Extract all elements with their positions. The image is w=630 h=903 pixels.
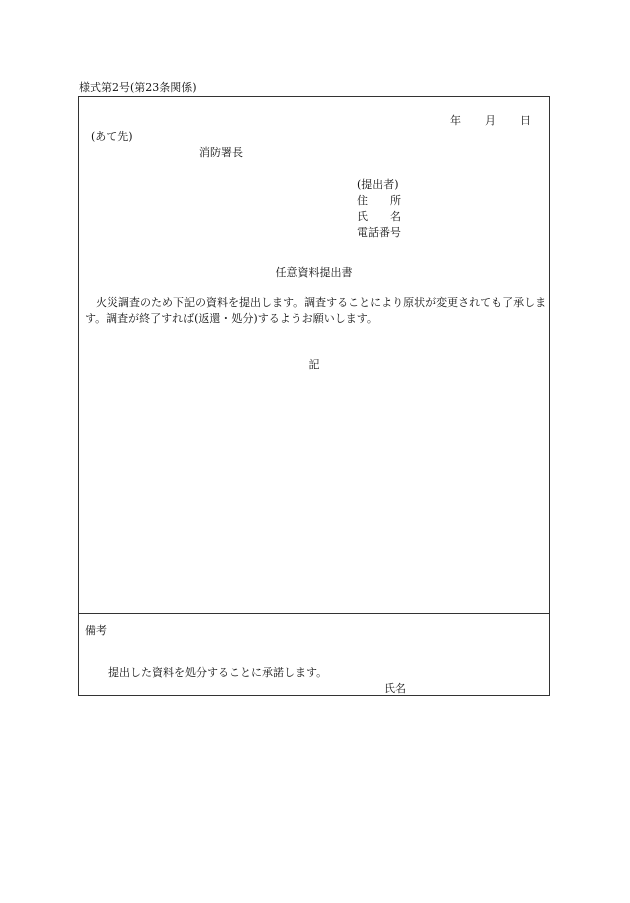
month-label: 月 [485,114,496,127]
day-label: 日 [520,114,531,127]
submitter-block [357,177,401,241]
address-label: 住 所 [357,194,401,207]
form-number-label: 様式第2号(第23条関係) [79,81,197,94]
name-label: 氏 名 [357,210,401,223]
form-box [78,96,550,696]
document-title: 任意資料提出書 [275,266,353,279]
phone-label: 電話番号 [357,226,401,239]
remarks-label: 備考 [85,624,107,637]
ki-label: 記 [308,358,320,371]
year-label: 年 [450,114,461,127]
remarks-divider [79,613,549,614]
addressee-label: (あて先) [91,130,133,143]
document-body: 火災調査のため下記の資料を提出します。調査することにより原状が変更されても了承します。調査が終了すれば(返還・処分)するようお願いします。 [85,296,547,325]
date-row [450,115,531,126]
consent-name-label: 氏名 [384,682,406,695]
recipient-label: 消防署長 [199,146,243,159]
consent-text: 提出した資料を処分することに承諾します。 [108,666,328,679]
submitter-label: (提出者) [357,178,399,191]
